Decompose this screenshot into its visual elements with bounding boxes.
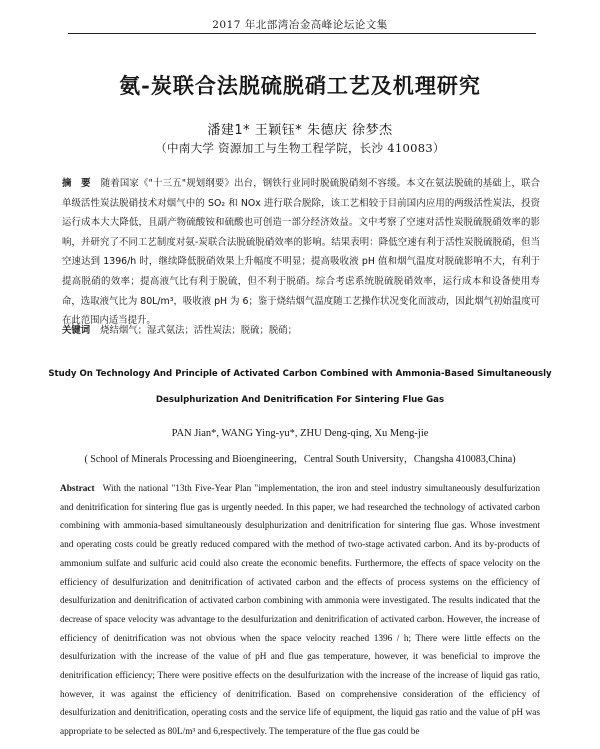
english-title [0,361,600,413]
english-abstract-text: With the national "13th Five-Year Plan "implementation, the iron and steel industry simultaneously desulfurization and denitrification for sintering flue gas is urgently needed. In this paper, we had researched the technology of activated carbon combining with ammonia-based simultaneously desulphurization and denitrification for sintering flue gas. Whose investment and operating costs could be greatly reduced compared with the method of two-stage activated carbon. And its by-products of ammonium sulfate and sulfuric acid could also create the economic benefits. Furthermore, the effects of space velocity on the efficiency of desulfurization and denitrification of activated carbon and the effects of process systems on the efficiency of desulfurization and denitrification of activated carbon combining with ammonia were investigated. The results indicated that the decrease of space velocity was advantage to the desulfurization and denitrification of activated carbon. However, the increase of efficiency of denitrification was not obvious when the space velocity reached 1396 / h; There were little effects on the desulfurization with the increase of the value of pH and flue gas temperature, however, it was beneficial to improve the denitrification efficiency; There were positive effects on the desulfurization with the increase of the increase of liquid gas ratio, however, it was against the efficiency of denitrification. Based on comprehensive consideration of the efficiency of desulfurization and denitrification, operating costs and the service life of equipment, the liquid gas ratio and the value of pH was appropriate to be selected as 80L/m³ and 6,respectively. The temperature of the flue gas could be [60,484,540,738]
chinese-keywords-text: 烧结烟气；湿式氨法；活性炭法；脱硫；脱硝； [100,325,298,336]
chinese-keywords [62,322,540,336]
english-abstract [60,480,540,742]
english-title-line-1: Study On Technology And Principle of Activated Carbon Combined with Ammonia-Based Simultaneously [48,369,552,379]
english-abstract-label: Abstract [60,484,95,494]
chinese-affiliation: （中南大学 资源加工与生物工程学院，长沙 410083） [155,141,445,155]
chinese-title: 氨-炭联合法脱硫脱硝工艺及机理研究 [119,73,481,98]
english-affiliation: ( School of Minerals Processing and Bioengineering，Central South University，Changsha 410083,China) [84,454,516,465]
chinese-authors: 潘建1* 王颖钰* 朱德庆 徐梦杰 [207,123,393,138]
english-authors: PAN Jian*, WANG Ying-yu*, ZHU Deng-qing, Xu Meng-jie [171,428,429,439]
header-rule [68,33,536,34]
running-header: 2017 年北部湾冶金高峰论坛论文集 [212,19,388,31]
chinese-abstract [62,174,540,331]
chinese-abstract-label: 摘 要 [62,178,91,189]
english-title-line-2: Desulphurization And Denitrification For Sintering Flue Gas [155,395,445,405]
chinese-keywords-label: 关键词 [62,325,91,336]
chinese-abstract-text: 随着国家《"十三五"规划纲要》出台，钢铁行业同时脱硫脱硝刻不容缓。本文在氨法脱硫的基础上，联合单级活性炭法脱硝技术对烟气中的 SO₂ 和 NOx 进行联合脱除，该工艺相较于目前国内应用的两级活性炭法，投资运行成本大大降低，且副产物硫酸铵和硫酸也可创造一部分经济效益。文中考察了空速对活性炭脱硫脱硝效率的影响，并研究了不同工艺制度对氨-炭联合法脱硫脱硝效率的影响。结果表明：降低空速有利于活性炭脱硫脱硝，但当空速达到 1396/h 时，继续降低脱硝效果上升幅度不明显；提高吸收液 pH 值和烟气温度对脱硫影响不大，有利于提高脱硝的效率；提高液气比有利于脱硫，但不利于脱硝。综合考虑系统脱硫脱硝效率，运行成本和设备使用寿命，选取液气比为 80L/m³，吸收液 pH 为 6；鉴于烧结烟气温度随工艺操作状况变化而波动，因此烟气初始温度可在此范围内适当提升。 [62,178,540,327]
